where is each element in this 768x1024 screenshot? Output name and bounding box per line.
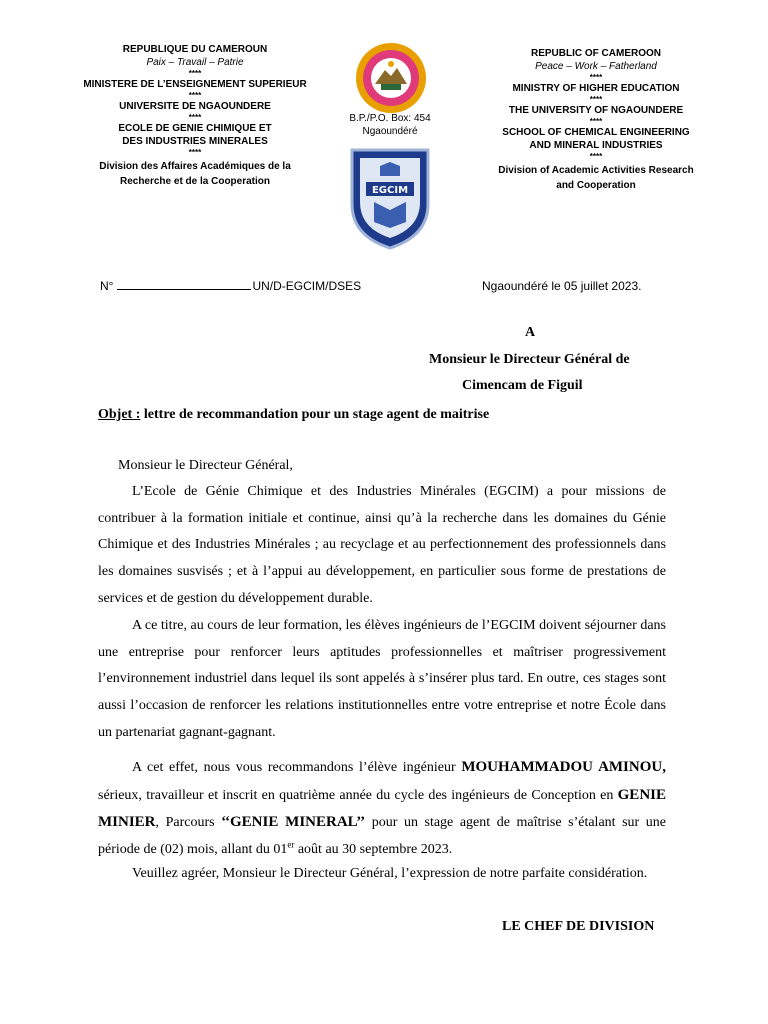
country-fr: REPUBLIQUE DU CAMEROUN [122, 44, 268, 55]
shield-logo-text: EGCIM [371, 185, 409, 196]
university-fr: UNIVERSITE DE NGAOUNDERE [119, 101, 271, 112]
ref-suffix: UN/D-EGCIM/DSES [252, 279, 362, 293]
division-fr: Division des Affaires Académiques de la Recherche et de la Cooperation [99, 161, 291, 187]
subject-line [98, 407, 489, 423]
country-en: REPUBLIC OF CAMEROON [531, 48, 661, 59]
motto-en: Peace – Work – Fatherland [535, 61, 657, 72]
ref-prefix: N° [100, 279, 114, 293]
po-box: B.P./P.O. Box: 454 [349, 113, 431, 124]
separator: **** [589, 95, 603, 104]
subject-text: lettre de recommandation pour un stage agent de maitrise [140, 407, 490, 422]
university-seal-logo [355, 42, 427, 114]
school-fr: ECOLE DE GENIE CHIMIQUE ET DES INDUSTRIES MINERALES [118, 123, 272, 147]
motto-fr: Paix – Travail – Patrie [146, 57, 244, 68]
recipient-to: A [525, 325, 536, 340]
university-en: THE UNIVERSITY OF NGAOUNDERE [508, 105, 684, 116]
p3-period: pour un stage agent de maîtrise s’étalant sur une période de (02) mois, allant du 01 [98, 815, 666, 858]
p3-parcours: , Parcours [155, 815, 222, 831]
p3-end: août au 30 septembre 2023. [294, 842, 453, 858]
paragraph-4: Veuillez agréer, Monsieur le Directeur Général, l’expression de notre parfaite considération. [132, 866, 648, 881]
division-en: Division of Academic Activities Research and Cooperation [498, 165, 694, 191]
salutation: Monsieur le Directeur Général, [118, 458, 293, 473]
school-en: SCHOOL OF CHEMICAL ENGINEERING AND MINERAL INDUSTRIES [502, 127, 690, 151]
ministry-fr: MINISTERE DE L’ENSEIGNEMENT SUPERIEUR [83, 79, 307, 90]
header-right [496, 47, 696, 193]
separator: **** [188, 148, 202, 157]
separator: **** [188, 91, 202, 100]
header-left [80, 43, 310, 189]
p3-intro: A cet effet, nous vous recommandons l’élève ingénieur [132, 760, 462, 775]
ref-blank-line [117, 279, 251, 290]
signature-title: LE CHEF DE DIVISION [502, 919, 655, 934]
paragraph-2: A ce titre, au cours de leur formation, les élèves ingénieurs de l’EGCIM doivent séjourner dans une entreprise pour renforcer leurs aptitudes professionnelles et maîtriser progressivement l’environnement industriel dans lequel ils sont appelés à s’insérer plus tard. En outre, ces stages sont aussi l’occasion de renforcer les relations institutionnelles entre votre entreprise et notre École dans un partenariat gagnant-gagnant. [98, 618, 666, 740]
postal-box [335, 112, 445, 138]
ministry-en: MINISTRY OF HIGHER EDUCATION [512, 83, 680, 94]
subject-label: Objet : [98, 407, 141, 422]
student-name: MOUHAMMADOU AMINOU, [461, 759, 666, 775]
recipient-line-2: Cimencam de Figuil [462, 378, 583, 393]
paragraph-1: L’Ecole de Génie Chimique et des Industries Minérales (EGCIM) a pour missions de contribuer à la formation initiale et continue, ainsi qu’à la recherche dans les domaines du Génie Chimique et des Industries Minérales ; au recyclage et au perfectionnement des professionnels dans les domaines susvisés ; et à l’appui au développement, en particulier sous forme de prestations de services et de gestion du développement durable. [98, 484, 666, 606]
letter-date: Ngaoundéré le 05 juillet 2023. [482, 279, 642, 293]
separator: **** [589, 73, 603, 82]
separator: **** [188, 113, 202, 122]
paragraph-3 [98, 754, 666, 864]
separator: **** [589, 117, 603, 126]
egcim-shield-logo [346, 144, 434, 252]
separator: **** [589, 152, 603, 161]
ordinal-sup: er [287, 839, 295, 850]
separator: **** [188, 69, 202, 78]
track-name: ‘‘GENIE MINERAL’’ [221, 814, 366, 831]
field-of-study: GENIE MINIER [98, 786, 666, 831]
reference-number [100, 279, 361, 293]
p3-mid: sérieux, travailleur et inscrit en quatrième année du cycle des ingénieurs de Conception en [98, 787, 618, 803]
po-city: Ngaoundéré [362, 126, 418, 137]
recipient-line-1: Monsieur le Directeur Général de [429, 352, 630, 367]
